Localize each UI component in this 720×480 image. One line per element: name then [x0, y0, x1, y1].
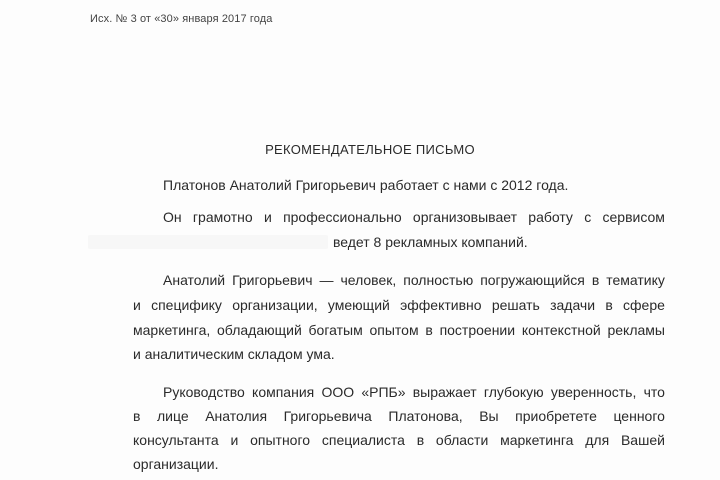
outgoing-reference: Исх. № 3 от «30» января 2017 года: [90, 13, 273, 25]
letter-title: РЕКОМЕНДАТЕЛЬНОЕ ПИСЬМО: [265, 142, 475, 157]
paragraph-4-line-2: в лице Анатолия Григорьевича Платонова, Вы приобретете ценного: [133, 408, 665, 424]
paragraph-3-line-1: Анатолий Григорьевич — человек, полностью погружающийся в тематику: [163, 272, 665, 288]
paragraph-2-line-1: Он грамотно и профессионально организовывает работу с сервисом: [163, 209, 665, 225]
paragraph-4-line-3: консультанта и опытного специалиста в области маркетинга для Вашей: [133, 432, 665, 448]
paragraph-3-line-4: и аналитическим складом ума.: [133, 346, 335, 362]
paragraph-1-line-1: Платонов Анатолий Григорьевич работает с нами с 2012 года.: [163, 177, 569, 193]
paragraph-4-line-1: Руководство компания ООО «РПБ» выражает глубокую уверенность, что: [163, 384, 665, 400]
redacted-service-name: [88, 235, 328, 249]
paragraph-3-line-3: маркетинга, обладающий богатым опытом в построении контекстной рекламы: [133, 322, 665, 338]
paragraph-2-line-2: ведет 8 рекламных компаний.: [333, 234, 528, 250]
paragraph-3-line-2: и специфику организации, умеющий эффективно решать задачи в сфере: [133, 297, 665, 313]
paragraph-4-line-4: организации.: [133, 456, 219, 472]
